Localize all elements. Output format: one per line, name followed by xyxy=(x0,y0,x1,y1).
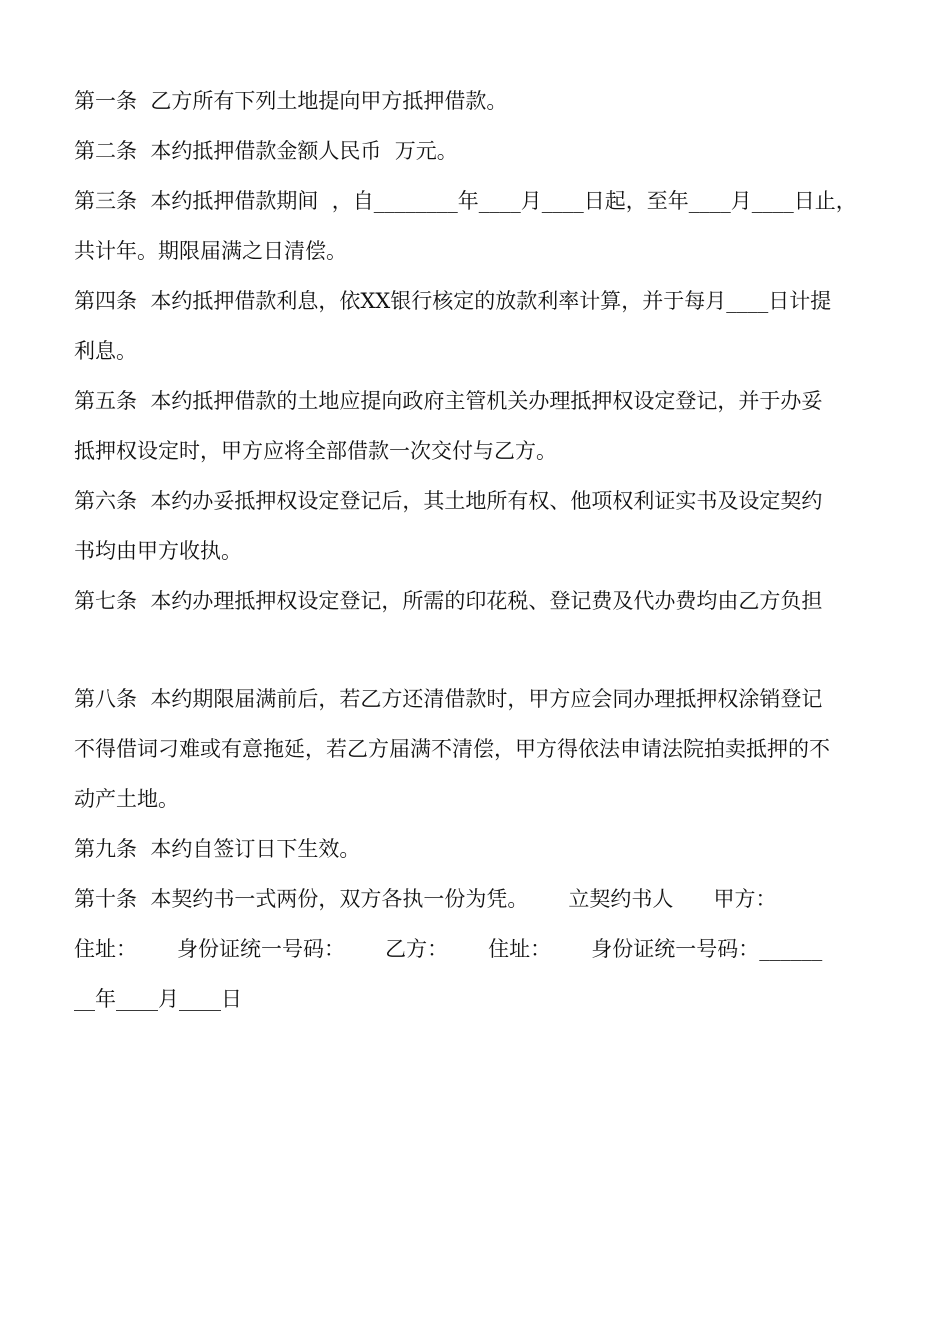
article-5-line-2: 抵押权设定时，甲方应将全部借款一次交付与乙方。 xyxy=(74,439,557,463)
article-6-line-2: 书均由甲方收执。 xyxy=(74,539,242,563)
signature-info-line: 住址： 身份证统一号码： 乙方： 住址： 身份证统一号码：______ xyxy=(74,937,823,961)
article-1-line: 第一条 乙方所有下列土地提向甲方抵押借款。 xyxy=(74,89,508,113)
article-9-line: 第九条 本约自签订日下生效。 xyxy=(74,837,361,861)
article-8-line-3: 动产土地。 xyxy=(74,787,179,811)
article-3-line-2: 共计年。期限届满之日清偿。 xyxy=(74,239,347,263)
article-2-line: 第二条 本约抵押借款金额人民币 万元。 xyxy=(74,139,458,163)
article-3-line-1: 第三条 本约抵押借款期间 ，自________年____月____日起，至年____月____日止， xyxy=(74,189,857,213)
article-5-line-1: 第五条 本约抵押借款的土地应提向政府主管机关办理抵押权设定登记，并于办妥 xyxy=(74,389,823,413)
article-6-line-1: 第六条 本约办妥抵押权设定登记后，其土地所有权、他项权利证实书及设定契约 xyxy=(74,489,823,513)
article-7-line-1: 第七条 本约办理抵押权设定登记，所需的印花税、登记费及代办费均由乙方负担 xyxy=(74,589,823,613)
article-10-line-1: 第十条 本契约书一式两份，双方各执一份为凭。 立契约书人 甲方： xyxy=(74,887,777,911)
signing-date-line: __年____月____日 xyxy=(74,987,242,1011)
article-4-line-1: 第四条 本约抵押借款利息，依XX银行核定的放款利率计算，并于每月____日计提 xyxy=(74,289,832,313)
article-8-line-1: 第八条 本约期限届满前后，若乙方还清借款时，甲方应会同办理抵押权涂销登记 xyxy=(74,687,823,711)
article-8-line-2: 不得借词刁难或有意拖延，若乙方届满不清偿，甲方得依法申请法院拍卖抵押的不 xyxy=(74,737,830,761)
article-4-line-2: 利息。 xyxy=(74,339,137,363)
